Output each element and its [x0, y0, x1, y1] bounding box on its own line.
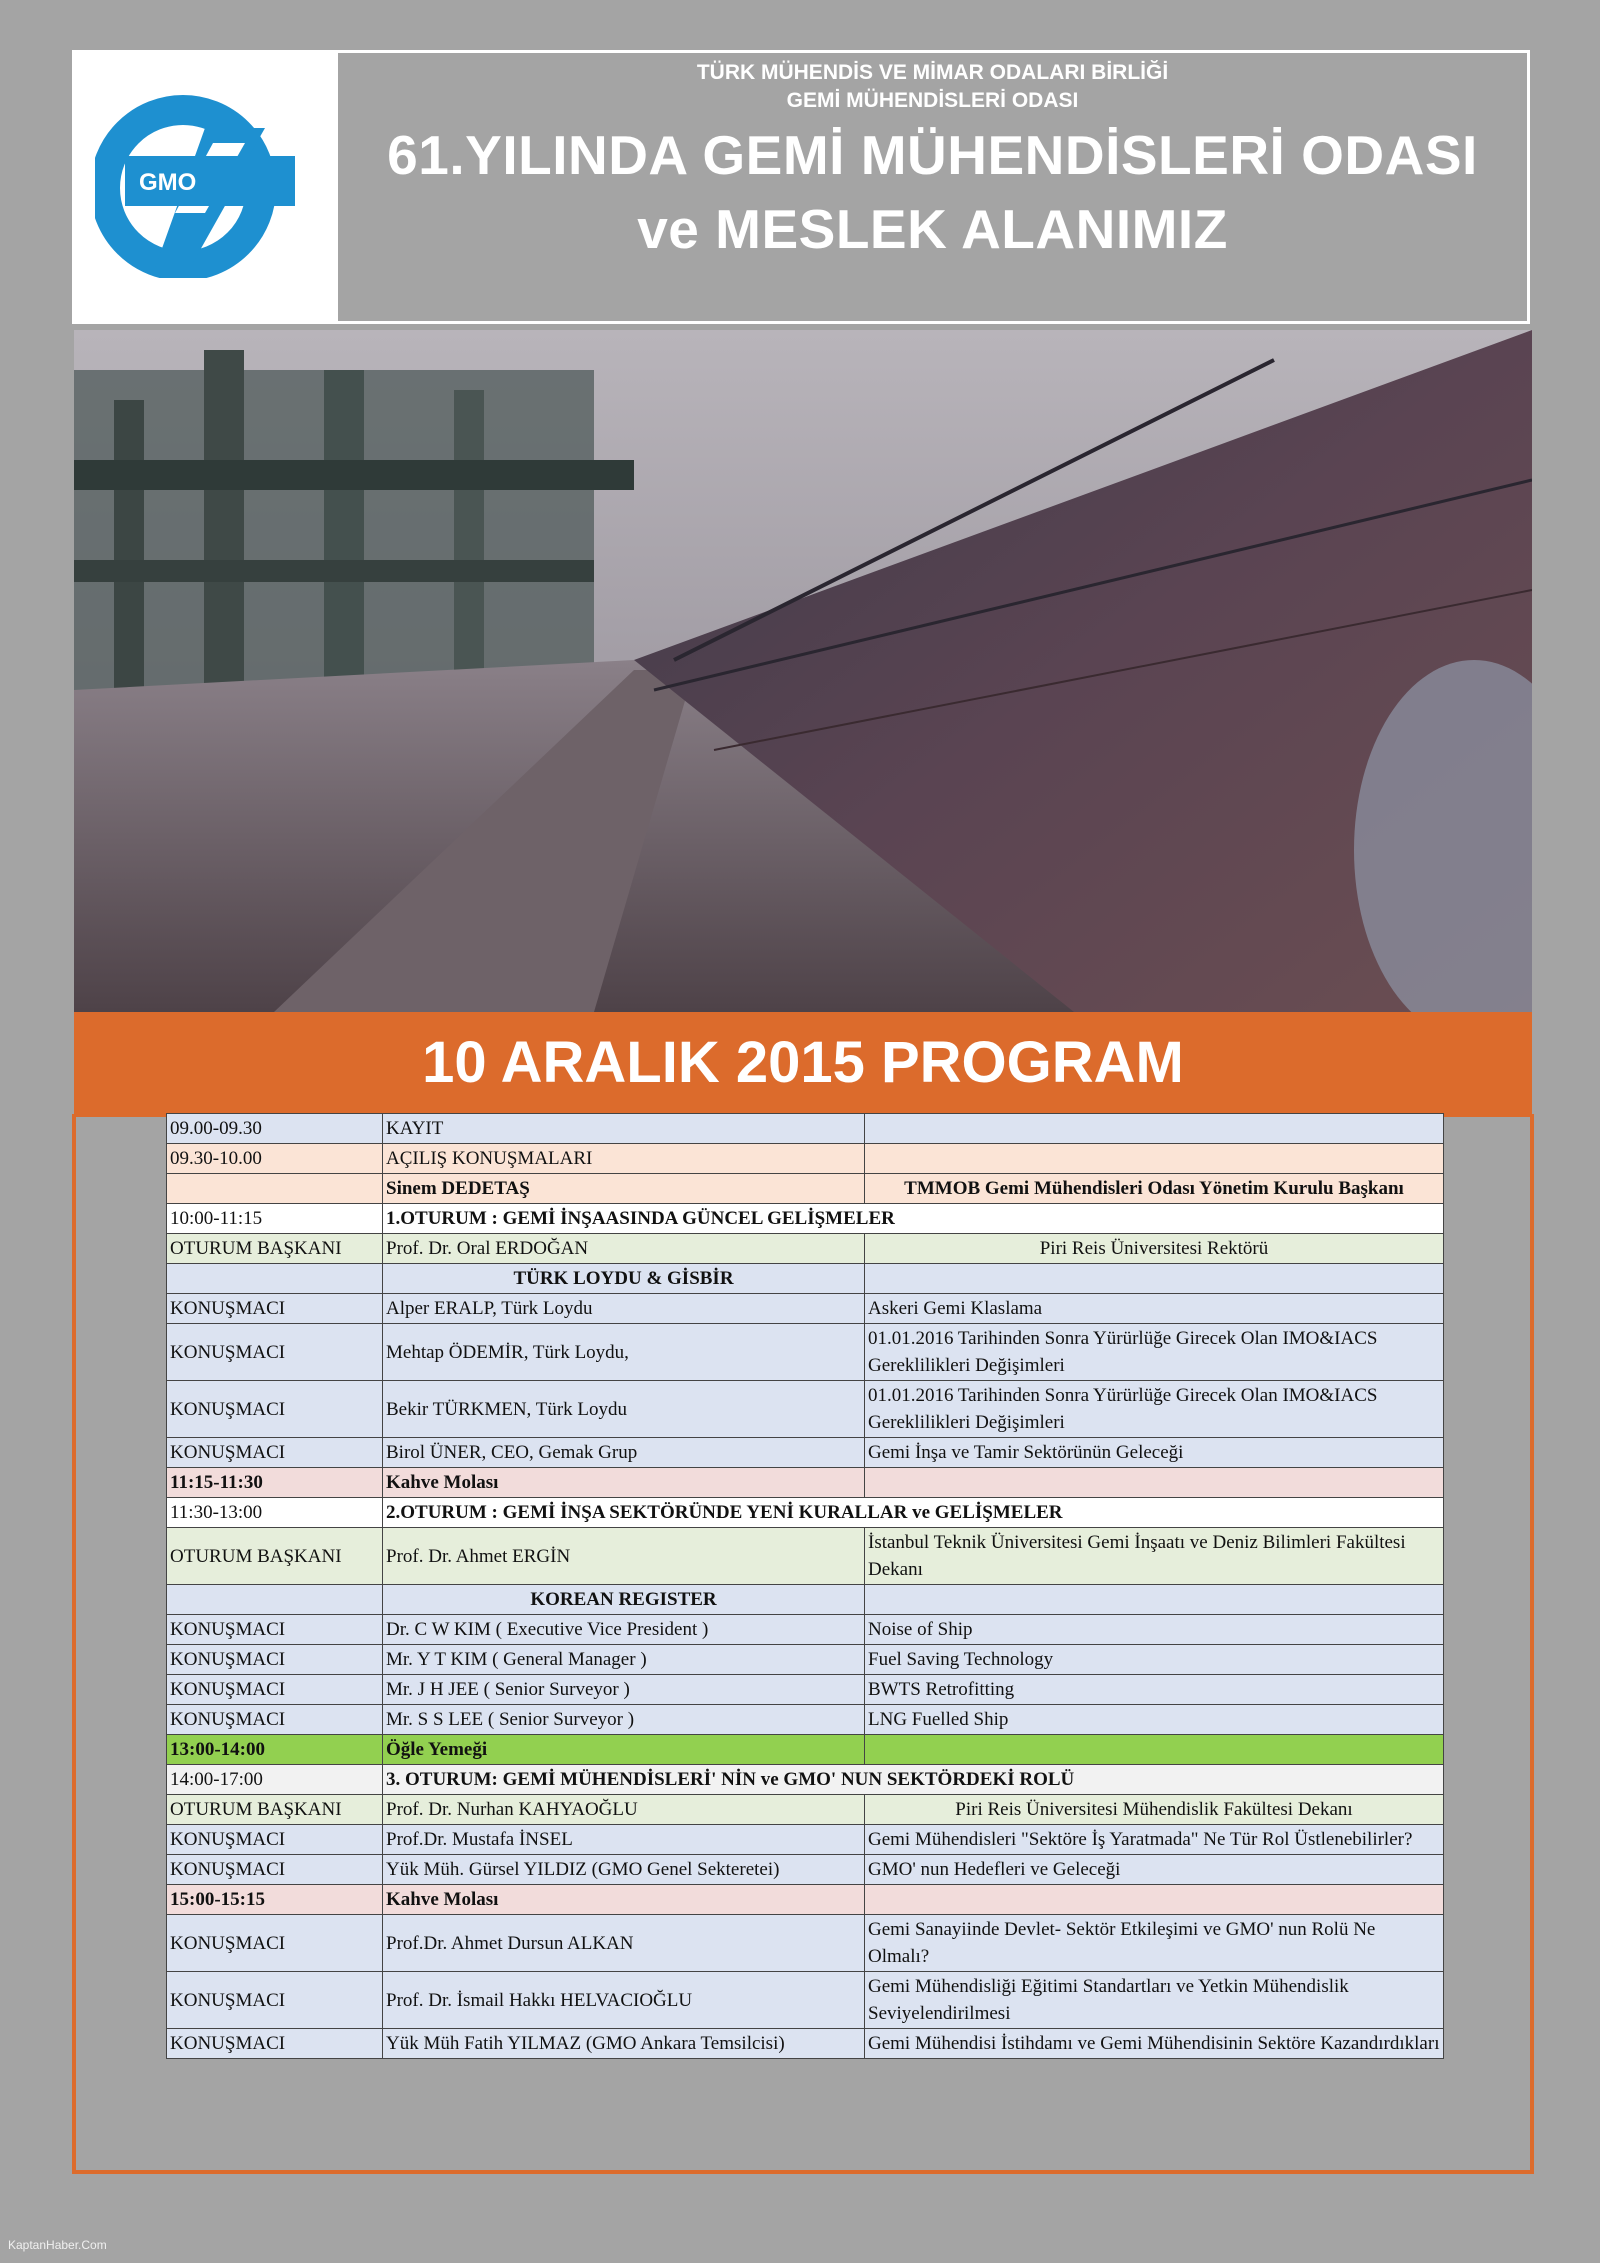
schedule-row	[167, 1114, 1444, 1144]
schedule-speaker-or-session: 3. OTURUM: GEMİ MÜHENDİSLERİ' NİN ve GMO' NUN SEKTÖRDEKİ ROLÜ	[383, 1765, 1444, 1795]
schedule-time-or-role: KONUŞMACI	[167, 1855, 383, 1885]
schedule-time-or-role: OTURUM BAŞKANI	[167, 1528, 383, 1585]
schedule-topic: Gemi İnşa ve Tamir Sektörünün Geleceği	[865, 1438, 1444, 1468]
org-line-2: GEMİ MÜHENDİSLERİ ODASI	[786, 89, 1079, 112]
schedule-row	[167, 1825, 1444, 1855]
schedule-time-or-role: 09.30-10.00	[167, 1144, 383, 1174]
schedule-speaker-or-session: KAYIT	[383, 1114, 865, 1144]
schedule-topic: 01.01.2016 Tarihinden Sonra Yürürlüğe Girecek Olan IMO&IACS Gereklilikleri Değişimleri	[865, 1381, 1444, 1438]
schedule-row	[167, 1234, 1444, 1264]
schedule-topic: GMO' nun Hedefleri ve Geleceği	[865, 1855, 1444, 1885]
schedule-topic	[865, 1264, 1444, 1294]
schedule-speaker-or-session: Sinem DEDETAŞ	[383, 1174, 865, 1204]
schedule-speaker-or-session: Prof.Dr. Mustafa İNSEL	[383, 1825, 865, 1855]
schedule-row	[167, 1438, 1444, 1468]
schedule-row	[167, 1735, 1444, 1765]
schedule-time-or-role: KONUŞMACI	[167, 1438, 383, 1468]
footer-credit: KaptanHaber.Com	[8, 2238, 107, 2252]
schedule-topic: LNG Fuelled Ship	[865, 1705, 1444, 1735]
gmo-logo-icon	[95, 88, 295, 278]
schedule-row	[167, 1645, 1444, 1675]
schedule-time-or-role: OTURUM BAŞKANI	[167, 1234, 383, 1264]
schedule-row	[167, 1204, 1444, 1234]
schedule-time-or-role: KONUŞMACI	[167, 1825, 383, 1855]
schedule-speaker-or-session: TÜRK LOYDU & GİSBİR	[383, 1264, 865, 1294]
schedule-speaker-or-session: Dr. C W KIM ( Executive Vice President )	[383, 1615, 865, 1645]
program-date-banner: 10 ARALIK 2015 PROGRAM	[74, 1012, 1532, 1114]
shipyard-painting	[74, 330, 1532, 1012]
schedule-speaker-or-session: Mr. S S LEE ( Senior Surveyor )	[383, 1705, 865, 1735]
schedule-time-or-role: KONUŞMACI	[167, 1324, 383, 1381]
schedule-speaker-or-session: Yük Müh. Gürsel YILDIZ (GMO Genel Sekteretei)	[383, 1855, 865, 1885]
schedule-speaker-or-session: KOREAN REGISTER	[383, 1585, 865, 1615]
schedule-speaker-or-session: Prof. Dr. İsmail Hakkı HELVACIOĞLU	[383, 1972, 865, 2029]
schedule-topic: Noise of Ship	[865, 1615, 1444, 1645]
schedule-time-or-role: 09.00-09.30	[167, 1114, 383, 1144]
schedule-row	[167, 1675, 1444, 1705]
schedule-topic: TMMOB Gemi Mühendisleri Odası Yönetim Kurulu Başkanı	[865, 1174, 1444, 1204]
schedule-topic: Gemi Mühendisleri "Sektöre İş Yaratmada" Ne Tür Rol Üstlenebilirler?	[865, 1825, 1444, 1855]
schedule-speaker-or-session: Prof.Dr. Ahmet Dursun ALKAN	[383, 1915, 865, 1972]
schedule-topic: Gemi Mühendisliği Eğitimi Standartları ve Yetkin Mühendislik Seviyelendirilmesi	[865, 1972, 1444, 2029]
schedule-row	[167, 1855, 1444, 1885]
schedule-time-or-role: KONUŞMACI	[167, 1294, 383, 1324]
schedule-topic: 01.01.2016 Tarihinden Sonra Yürürlüğe Girecek Olan IMO&IACS Gereklilikleri Değişimleri	[865, 1324, 1444, 1381]
schedule-topic: Gemi Mühendisi İstihdamı ve Gemi Mühendisinin Sektöre Kazandırdıkları	[865, 2029, 1444, 2059]
schedule-speaker-or-session: Yük Müh Fatih YILMAZ (GMO Ankara Temsilcisi)	[383, 2029, 865, 2059]
schedule-time-or-role	[167, 1174, 383, 1204]
schedule-row	[167, 1498, 1444, 1528]
schedule-row	[167, 1972, 1444, 2029]
schedule-row	[167, 1528, 1444, 1585]
schedule-row	[167, 1885, 1444, 1915]
schedule-speaker-or-session: AÇILIŞ KONUŞMALARI	[383, 1144, 865, 1174]
shipyard-painting-art	[74, 330, 1532, 1012]
schedule-speaker-or-session: Prof. Dr. Nurhan KAHYAOĞLU	[383, 1795, 865, 1825]
logo-box	[75, 53, 338, 321]
header-block	[72, 50, 1530, 324]
schedule-row	[167, 1915, 1444, 1972]
schedule-row	[167, 1705, 1444, 1735]
schedule-time-or-role: KONUŞMACI	[167, 2029, 383, 2059]
schedule-speaker-or-session: Birol ÜNER, CEO, Gemak Grup	[383, 1438, 865, 1468]
schedule-time-or-role: 13:00-14:00	[167, 1735, 383, 1765]
schedule-time-or-role: KONUŞMACI	[167, 1705, 383, 1735]
schedule-speaker-or-session: Kahve Molası	[383, 1885, 865, 1915]
schedule-row	[167, 1615, 1444, 1645]
schedule-time-or-role: KONUŞMACI	[167, 1645, 383, 1675]
schedule-row	[167, 1324, 1444, 1381]
schedule-speaker-or-session: Mehtap ÖDEMİR, Türk Loydu,	[383, 1324, 865, 1381]
schedule-speaker-or-session: Kahve Molası	[383, 1468, 865, 1498]
schedule-speaker-or-session: 2.OTURUM : GEMİ İNŞA SEKTÖRÜNDE YENİ KURALLAR ve GELİŞMELER	[383, 1498, 1444, 1528]
schedule-topic	[865, 1585, 1444, 1615]
schedule-row	[167, 1144, 1444, 1174]
schedule-speaker-or-session: Öğle Yemeği	[383, 1735, 865, 1765]
schedule-table	[166, 1113, 1444, 2059]
schedule-speaker-or-session: Prof. Dr. Oral ERDOĞAN	[383, 1234, 865, 1264]
schedule-speaker-or-session: Mr. J H JEE ( Senior Surveyor )	[383, 1675, 865, 1705]
schedule-row	[167, 1468, 1444, 1498]
schedule-row	[167, 1381, 1444, 1438]
schedule-topic	[865, 1468, 1444, 1498]
schedule-time-or-role: 10:00-11:15	[167, 1204, 383, 1234]
schedule-topic	[865, 1735, 1444, 1765]
schedule-time-or-role: 15:00-15:15	[167, 1885, 383, 1915]
schedule-row	[167, 2029, 1444, 2059]
schedule-topic: İstanbul Teknik Üniversitesi Gemi İnşaatı ve Deniz Bilimleri Fakültesi Dekanı	[865, 1528, 1444, 1585]
schedule-time-or-role: 11:15-11:30	[167, 1468, 383, 1498]
schedule-row	[167, 1765, 1444, 1795]
schedule-topic	[865, 1885, 1444, 1915]
schedule-speaker-or-session: Mr. Y T KIM ( General Manager )	[383, 1645, 865, 1675]
schedule-topic: Gemi Sanayiinde Devlet- Sektör Etkileşimi ve GMO' nun Rolü Ne Olmalı?	[865, 1915, 1444, 1972]
schedule-time-or-role: KONUŞMACI	[167, 1915, 383, 1972]
schedule-time-or-role: OTURUM BAŞKANI	[167, 1795, 383, 1825]
schedule-time-or-role	[167, 1585, 383, 1615]
schedule-topic: Piri Reis Üniversitesi Rektörü	[865, 1234, 1444, 1264]
schedule-time-or-role	[167, 1264, 383, 1294]
page-title-line-2: ve MESLEK ALANIMIZ	[637, 198, 1228, 260]
schedule-topic: Piri Reis Üniversitesi Mühendislik Fakültesi Dekanı	[865, 1795, 1444, 1825]
schedule-row	[167, 1585, 1444, 1615]
schedule-time-or-role: KONUŞMACI	[167, 1675, 383, 1705]
schedule-time-or-role: KONUŞMACI	[167, 1972, 383, 2029]
schedule-topic	[865, 1114, 1444, 1144]
schedule-time-or-role: 11:30-13:00	[167, 1498, 383, 1528]
schedule-topic: Askeri Gemi Klaslama	[865, 1294, 1444, 1324]
schedule-row	[167, 1174, 1444, 1204]
schedule-row	[167, 1795, 1444, 1825]
schedule-topic: BWTS Retrofitting	[865, 1675, 1444, 1705]
page-title-line-1: 61.YILINDA GEMİ MÜHENDİSLERİ ODASI	[387, 124, 1478, 186]
schedule-speaker-or-session: Bekir TÜRKMEN, Türk Loydu	[383, 1381, 865, 1438]
schedule-time-or-role: KONUŞMACI	[167, 1615, 383, 1645]
schedule-row	[167, 1294, 1444, 1324]
schedule-time-or-role: KONUŞMACI	[167, 1381, 383, 1438]
logo-text: GMO	[139, 169, 197, 196]
schedule-row	[167, 1264, 1444, 1294]
schedule-speaker-or-session: Prof. Dr. Ahmet ERGİN	[383, 1528, 865, 1585]
schedule-speaker-or-session: Alper ERALP, Türk Loydu	[383, 1294, 865, 1324]
schedule-time-or-role: 14:00-17:00	[167, 1765, 383, 1795]
schedule-topic: Fuel Saving Technology	[865, 1645, 1444, 1675]
schedule-speaker-or-session: 1.OTURUM : GEMİ İNŞAASINDA GÜNCEL GELİŞMELER	[383, 1204, 1444, 1234]
schedule-topic	[865, 1144, 1444, 1174]
org-line-1: TÜRK MÜHENDİS VE MİMAR ODALARI BİRLİĞİ	[696, 61, 1169, 84]
